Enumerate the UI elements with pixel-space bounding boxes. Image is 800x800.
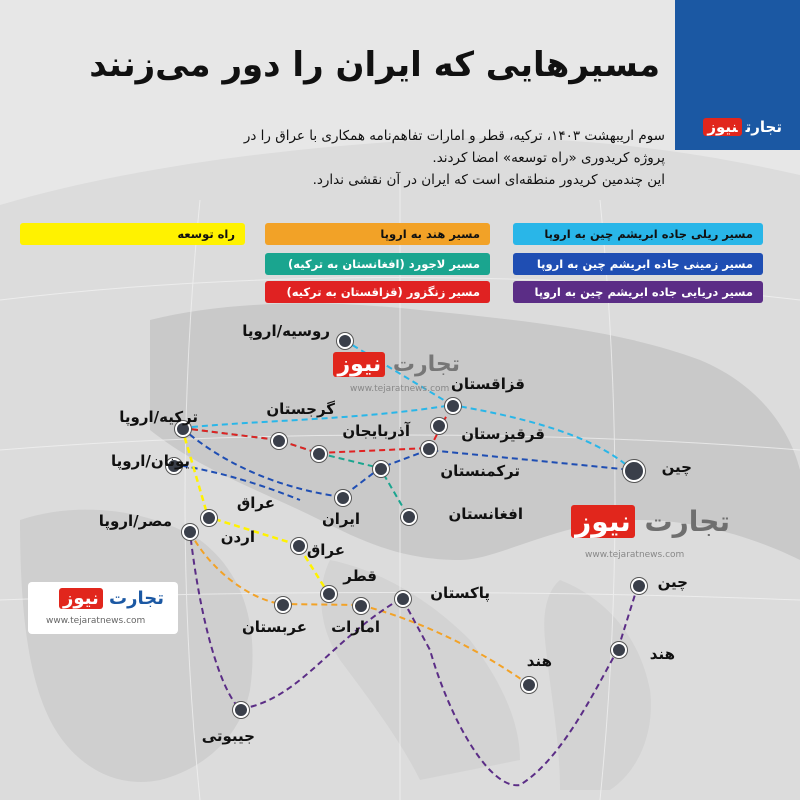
label-india-1: هند bbox=[526, 652, 552, 670]
node-india-1 bbox=[521, 677, 537, 693]
label-russia: روسیه/اروپا bbox=[242, 322, 330, 340]
watermark-top: تجارت نیوز bbox=[333, 352, 460, 377]
intro-line-2: پروژه کریدوری «راه توسعه» امضا کردند. bbox=[432, 150, 665, 166]
node-egypt bbox=[182, 524, 198, 540]
intro-line-3: این چندمین کریدور منطقه‌ای است که ایران در آن نقشی ندارد. bbox=[312, 172, 665, 188]
label-iraq-1: عراق bbox=[236, 494, 275, 512]
label-turkey: ترکیه/اروپا bbox=[119, 408, 198, 426]
label-qatar: قطر bbox=[343, 567, 377, 585]
logo-card-title: تجارت نیوز bbox=[59, 588, 164, 609]
node-iran bbox=[335, 490, 351, 506]
brand-part2: نیوز bbox=[703, 118, 741, 136]
brand-part1: تجارت bbox=[745, 118, 782, 136]
route-maritime-silk-road bbox=[190, 532, 638, 785]
node-azerbaijan bbox=[311, 446, 327, 462]
label-china-1: چین bbox=[661, 458, 692, 476]
node-uae bbox=[353, 598, 369, 614]
label-turkmenistan: ترکمنستان bbox=[440, 462, 520, 480]
label-afghanistan: افغانستان bbox=[448, 505, 523, 523]
label-kazakhstan: قزاقستان bbox=[451, 375, 525, 393]
page-title: مسیرهایی که ایران را دور می‌زنند bbox=[89, 45, 660, 85]
label-china-2: چین bbox=[657, 573, 688, 591]
legend-item: مسیر ریلی جاده ابریشم چین به اروپا bbox=[513, 223, 763, 245]
label-saudi: عربستان bbox=[241, 618, 307, 636]
node-turkmenistan-west bbox=[373, 461, 389, 477]
node-india-2 bbox=[611, 642, 627, 658]
brand-box bbox=[675, 0, 800, 150]
node-china-1 bbox=[623, 460, 645, 482]
label-india-2: هند bbox=[649, 645, 675, 663]
node-jordan bbox=[201, 510, 217, 526]
node-qatar bbox=[321, 586, 337, 602]
label-kyrgyzstan: قرقیزستان bbox=[461, 425, 545, 443]
legend-item: مسیر زمینی جاده ابریشم چین به اروپا bbox=[513, 253, 763, 275]
logo-card bbox=[28, 582, 178, 634]
brand-logo bbox=[703, 118, 782, 136]
node-turkmenistan-east bbox=[421, 441, 437, 457]
node-pakistan bbox=[395, 591, 411, 607]
legend-item: مسیر زنگزور (قزاقستان به ترکیه) bbox=[265, 281, 490, 303]
label-jordan: اردن bbox=[220, 528, 255, 546]
legend-item: راه توسعه bbox=[20, 223, 245, 245]
intro-line-1: سوم اریبهشت ۱۴۰۳، ترکیه، قطر و امارات تفاهم‌نامه همکاری با عراق را در bbox=[243, 128, 665, 144]
label-egypt: مصر/اروپا bbox=[98, 512, 172, 530]
label-iraq-2: عراق bbox=[306, 541, 345, 559]
intro-text bbox=[145, 125, 665, 191]
node-kyrgyzstan bbox=[431, 418, 447, 434]
label-uae: امارات bbox=[331, 618, 380, 636]
label-pakistan: پاکستان bbox=[430, 584, 490, 602]
label-georgia: گرجستان bbox=[266, 400, 335, 418]
node-georgia bbox=[271, 433, 287, 449]
label-iran: ایران bbox=[321, 510, 360, 528]
label-djibouti: جیبوتی bbox=[201, 727, 255, 745]
watermark-right-url: www.tejaratnews.com bbox=[585, 550, 685, 560]
watermark-right: تجارت نیوز bbox=[571, 505, 730, 538]
node-russia bbox=[337, 333, 353, 349]
legend-item: مسیر لاجورد (افغانستان به ترکیه) bbox=[265, 253, 490, 275]
watermark-top-url: www.tejaratnews.com bbox=[350, 384, 450, 394]
node-djibouti bbox=[233, 702, 249, 718]
legend-item: مسیر هند به اروپا bbox=[265, 223, 490, 245]
logo-card-url: www.tejaratnews.com bbox=[46, 616, 146, 626]
legend-item: مسیر دریایی جاده ابریشم چین به اروپا bbox=[513, 281, 763, 303]
node-china-2 bbox=[631, 578, 647, 594]
label-greece: یونان/اروپا bbox=[111, 452, 190, 470]
node-saudi bbox=[275, 597, 291, 613]
node-kazakhstan bbox=[445, 398, 461, 414]
label-azerbaijan: آذربایجان bbox=[342, 422, 410, 440]
node-afghanistan bbox=[401, 509, 417, 525]
node-iraq bbox=[291, 538, 307, 554]
